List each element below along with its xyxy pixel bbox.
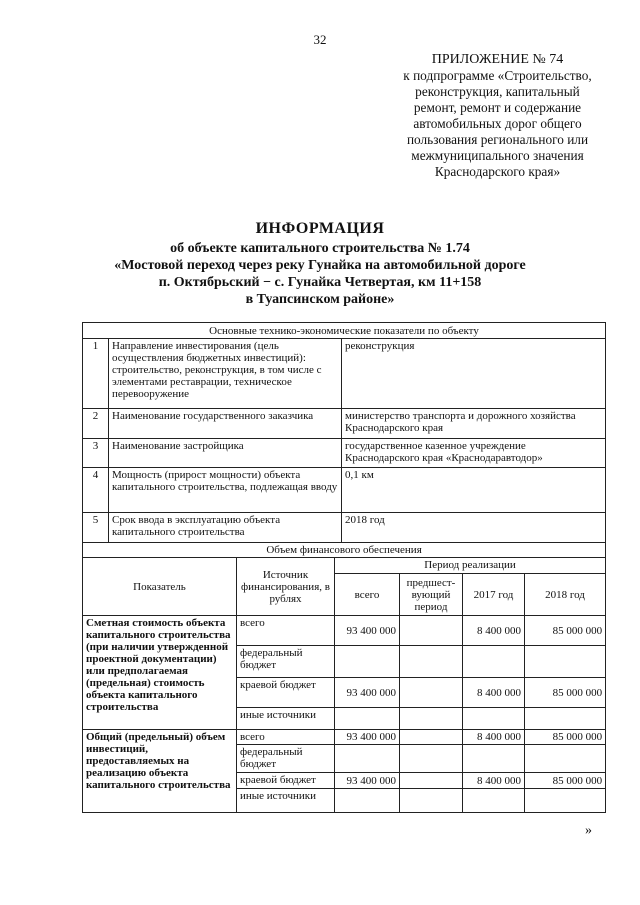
total-cell: 93 400 000: [335, 616, 400, 646]
y2018-cell: [525, 646, 606, 678]
col-indicator-header: Показатель: [83, 558, 237, 616]
y2018-cell: 85 000 000: [525, 678, 606, 708]
prev-cell: [400, 745, 463, 773]
y2017-cell: [463, 789, 525, 813]
row-number: 3: [83, 439, 109, 468]
source-cell: иные источники: [237, 708, 335, 730]
total-cell: [335, 745, 400, 773]
prev-cell: [400, 730, 463, 745]
prev-cell: [400, 789, 463, 813]
prev-cell: [400, 646, 463, 678]
finance-table: [82, 542, 606, 813]
document-title: [40, 220, 600, 308]
title-main: ИНФОРМАЦИЯ: [255, 220, 385, 237]
title-line: «Мостовой переход через реку Гунайка на автомобильной дороге: [114, 258, 526, 273]
y2018-cell: [525, 708, 606, 730]
appendix-header: [365, 52, 630, 180]
total-cell: 93 400 000: [335, 678, 400, 708]
source-cell: краевой бюджет: [237, 678, 335, 708]
source-cell: федеральный бюджет: [237, 745, 335, 773]
closing-quote-mark: »: [585, 823, 592, 838]
prev-cell: [400, 616, 463, 646]
group-label: Сметная стоимость объекта капитального строительства (при наличии утвержденной проектной документации) или предполагаемая (предельная) стоимость объекта капитального строительства: [83, 616, 237, 730]
appendix-line: межмуниципального значения: [411, 148, 584, 163]
indicator-value: 2018 год: [342, 513, 606, 543]
total-cell: [335, 646, 400, 678]
y2018-cell: 85 000 000: [525, 730, 606, 745]
y2017-cell: 8 400 000: [463, 773, 525, 789]
title-line: об объекте капитального строительства № 1.74: [170, 241, 470, 256]
appendix-line: ремонт, ремонт и содержание: [413, 100, 582, 115]
y2017-cell: 8 400 000: [463, 730, 525, 745]
col-2018-header: 2018 год: [525, 574, 606, 616]
appendix-line: Краснодарского края»: [434, 164, 561, 179]
appendix-line: автомобильных дорог общего: [413, 116, 582, 131]
total-cell: [335, 789, 400, 813]
col-2017-header: 2017 год: [463, 574, 525, 616]
prev-cell: [400, 773, 463, 789]
indicators-table: [82, 322, 606, 543]
indicator-value: государственное казенное учреждение Краснодарского края «Краснодаравтодор»: [342, 439, 606, 468]
source-cell: федеральный бюджет: [237, 646, 335, 678]
appendix-line: реконструкция, капитальный: [415, 84, 580, 99]
col-period-header: Период реализации: [335, 558, 606, 574]
prev-cell: [400, 678, 463, 708]
source-cell: краевой бюджет: [237, 773, 335, 789]
row-number: 4: [83, 468, 109, 513]
col-total-header: всего: [335, 574, 400, 616]
col-prev-header: предшест-вующий период: [400, 574, 463, 616]
row-number: 2: [83, 409, 109, 439]
indicators-header: Основные технико-экономические показатели по объекту: [83, 323, 606, 339]
appendix-line: к подпрограмме «Строительство,: [403, 68, 592, 83]
indicator-label: Направление инвестирования (цель осуществления бюджетных инвестиций): строительство, реконструкция, в том числе с элементами реставрации, техническое перевооружение: [109, 339, 342, 409]
y2017-cell: [463, 646, 525, 678]
total-cell: [335, 708, 400, 730]
y2018-cell: [525, 789, 606, 813]
indicator-label: Наименование государственного заказчика: [109, 409, 342, 439]
title-line: в Туапсинском районе»: [245, 292, 395, 307]
appendix-title: ПРИЛОЖЕНИЕ № 74: [431, 52, 564, 67]
indicator-label: Срок ввода в эксплуатацию объекта капитального строительства: [109, 513, 342, 543]
indicator-value: реконструкция: [342, 339, 606, 409]
title-line: п. Октябрьский − с. Гунайка Четвертая, км 11+158: [158, 275, 482, 290]
row-number: 5: [83, 513, 109, 543]
prev-cell: [400, 708, 463, 730]
y2017-cell: 8 400 000: [463, 616, 525, 646]
page-number: 32: [313, 32, 327, 47]
finance-header: Объем финансового обеспечения: [83, 543, 606, 558]
indicator-value: 0,1 км: [342, 468, 606, 513]
indicator-label: Мощность (прирост мощности) объекта капитального строительства, подлежащая вводу: [109, 468, 342, 513]
indicator-value: министерство транспорта и дорожного хозяйства Краснодарского края: [342, 409, 606, 439]
indicator-label: Наименование застройщика: [109, 439, 342, 468]
y2017-cell: [463, 745, 525, 773]
y2017-cell: 8 400 000: [463, 678, 525, 708]
source-cell: иные источники: [237, 789, 335, 813]
y2018-cell: [525, 745, 606, 773]
total-cell: 93 400 000: [335, 730, 400, 745]
y2018-cell: 85 000 000: [525, 773, 606, 789]
y2017-cell: [463, 708, 525, 730]
total-cell: 93 400 000: [335, 773, 400, 789]
appendix-line: пользования регионального или: [406, 132, 589, 147]
row-number: 1: [83, 339, 109, 409]
source-cell: всего: [237, 730, 335, 745]
group-label: Общий (предельный) объем инвестиций, предоставляемых на реализацию объекта капитального строительства: [83, 730, 237, 813]
source-cell: всего: [237, 616, 335, 646]
y2018-cell: 85 000 000: [525, 616, 606, 646]
col-source-header: Источник финансирования, в рублях: [237, 558, 335, 616]
